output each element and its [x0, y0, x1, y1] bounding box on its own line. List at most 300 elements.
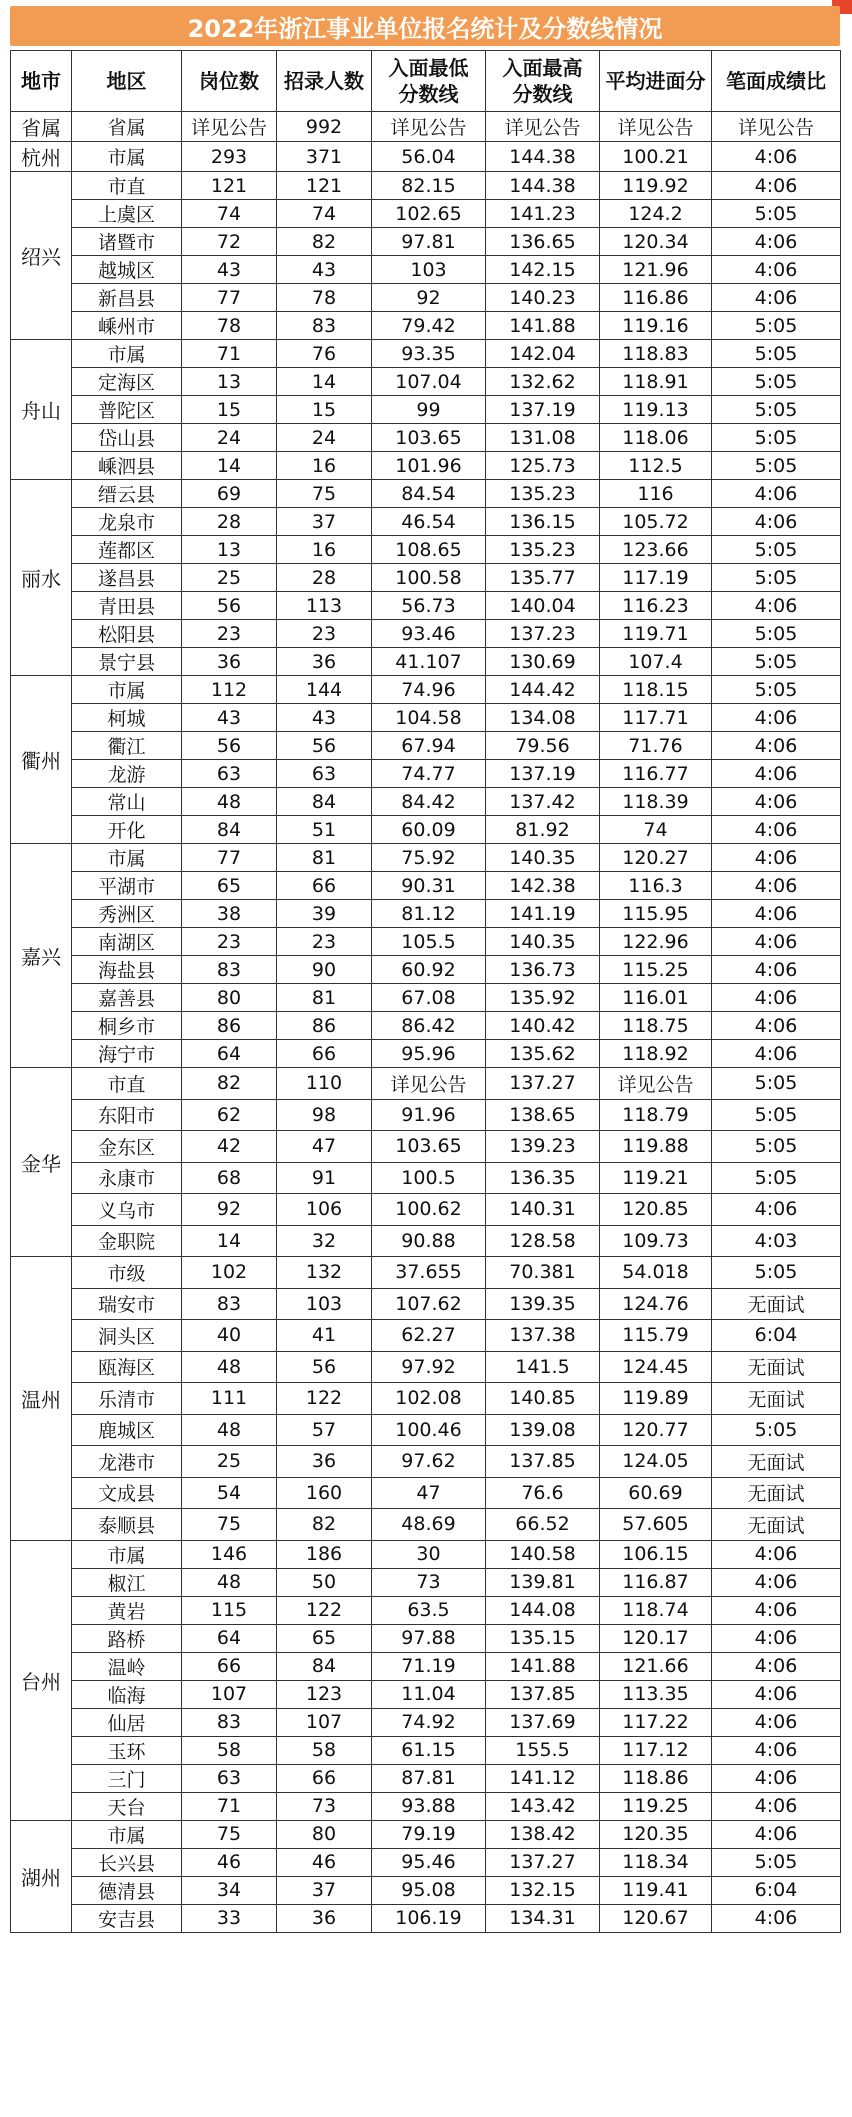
avg-cell: 54.018	[600, 1257, 712, 1289]
table-row	[11, 1414, 841, 1446]
district-cell: 临海	[72, 1680, 182, 1708]
ratio-cell: 4:06	[712, 1040, 841, 1068]
positions-cell: 80	[182, 984, 277, 1012]
hires-cell: 23	[277, 620, 372, 648]
positions-cell: 13	[182, 536, 277, 564]
avg-cell: 124.45	[600, 1351, 712, 1383]
avg-cell: 116.3	[600, 872, 712, 900]
positions-cell: 83	[182, 956, 277, 984]
district-cell: 海盐县	[72, 956, 182, 984]
hires-cell: 103	[277, 1288, 372, 1320]
ratio-cell: 4:06	[712, 1820, 841, 1848]
min-cell: 67.94	[372, 732, 486, 760]
positions-cell: 75	[182, 1509, 277, 1541]
header-min-score: 入面最低分数线	[372, 51, 486, 112]
hires-cell: 43	[277, 704, 372, 732]
hires-cell: 74	[277, 200, 372, 228]
max-cell: 81.92	[486, 816, 600, 844]
max-cell: 144.38	[486, 172, 600, 200]
district-cell: 普陀区	[72, 396, 182, 424]
district-cell: 长兴县	[72, 1848, 182, 1876]
ratio-cell: 5:05	[712, 1848, 841, 1876]
positions-cell: 75	[182, 1820, 277, 1848]
max-cell: 136.65	[486, 228, 600, 256]
table-title: 2022年浙江事业单位报名统计及分数线情况	[10, 6, 840, 46]
table-row	[11, 1568, 841, 1596]
avg-cell: 120.85	[600, 1194, 712, 1226]
avg-cell: 118.86	[600, 1764, 712, 1792]
district-cell: 天台	[72, 1792, 182, 1820]
hires-cell: 58	[277, 1736, 372, 1764]
min-cell: 97.92	[372, 1351, 486, 1383]
table-row	[11, 1383, 841, 1415]
min-cell: 37.655	[372, 1257, 486, 1289]
district-cell: 文成县	[72, 1477, 182, 1509]
positions-cell: 14	[182, 1225, 277, 1257]
table-row	[11, 1351, 841, 1383]
min-cell: 95.96	[372, 1040, 486, 1068]
hires-cell: 78	[277, 284, 372, 312]
positions-cell: 121	[182, 172, 277, 200]
hires-cell: 113	[277, 592, 372, 620]
table-row	[11, 900, 841, 928]
avg-cell: 71.76	[600, 732, 712, 760]
hires-cell: 83	[277, 312, 372, 340]
ratio-cell: 5:05	[712, 564, 841, 592]
max-cell: 139.08	[486, 1414, 600, 1446]
ratio-cell: 5:05	[712, 1068, 841, 1100]
positions-cell: 38	[182, 900, 277, 928]
header-city: 地市	[11, 51, 72, 112]
district-cell: 瑞安市	[72, 1288, 182, 1320]
hires-cell: 15	[277, 396, 372, 424]
min-cell: 92	[372, 284, 486, 312]
city-cell: 丽水	[11, 480, 72, 676]
hires-cell: 66	[277, 1040, 372, 1068]
table-row	[11, 508, 841, 536]
district-cell: 衢江	[72, 732, 182, 760]
hires-cell: 36	[277, 648, 372, 676]
table-row	[11, 480, 841, 508]
avg-cell: 107.4	[600, 648, 712, 676]
max-cell: 70.381	[486, 1257, 600, 1289]
ratio-cell: 无面试	[712, 1383, 841, 1415]
ratio-cell: 5:05	[712, 620, 841, 648]
min-cell: 97.62	[372, 1446, 486, 1478]
min-cell: 详见公告	[372, 112, 486, 142]
table-row	[11, 1477, 841, 1509]
table-row	[11, 1012, 841, 1040]
city-cell: 金华	[11, 1068, 72, 1257]
avg-cell: 118.92	[600, 1040, 712, 1068]
min-cell: 93.46	[372, 620, 486, 648]
max-cell: 142.38	[486, 872, 600, 900]
hires-cell: 160	[277, 1477, 372, 1509]
ratio-cell: 4:06	[712, 592, 841, 620]
table-row	[11, 1904, 841, 1932]
min-cell: 102.65	[372, 200, 486, 228]
hires-cell: 24	[277, 424, 372, 452]
min-cell: 103.65	[372, 424, 486, 452]
ratio-cell: 4:06	[712, 1652, 841, 1680]
district-cell: 秀洲区	[72, 900, 182, 928]
district-cell: 诸暨市	[72, 228, 182, 256]
avg-cell: 122.96	[600, 928, 712, 956]
min-cell: 91.96	[372, 1099, 486, 1131]
max-cell: 134.31	[486, 1904, 600, 1932]
avg-cell: 118.91	[600, 368, 712, 396]
avg-cell: 120.17	[600, 1624, 712, 1652]
table-row	[11, 1624, 841, 1652]
ratio-cell: 4:06	[712, 732, 841, 760]
hires-cell: 122	[277, 1383, 372, 1415]
header-avg-score: 平均进面分	[600, 51, 712, 112]
table-row	[11, 1194, 841, 1226]
ratio-cell: 5:05	[712, 1414, 841, 1446]
district-cell: 嘉善县	[72, 984, 182, 1012]
ratio-cell: 4:06	[712, 256, 841, 284]
max-cell: 135.77	[486, 564, 600, 592]
district-cell: 安吉县	[72, 1904, 182, 1932]
avg-cell: 119.25	[600, 1792, 712, 1820]
table-row	[11, 872, 841, 900]
positions-cell: 34	[182, 1876, 277, 1904]
ratio-cell: 5:05	[712, 1131, 841, 1163]
max-cell: 140.42	[486, 1012, 600, 1040]
ratio-cell: 5:05	[712, 368, 841, 396]
ratio-cell: 5:05	[712, 424, 841, 452]
min-cell: 81.12	[372, 900, 486, 928]
positions-cell: 71	[182, 1792, 277, 1820]
district-cell: 椒江	[72, 1568, 182, 1596]
avg-cell: 124.05	[600, 1446, 712, 1478]
city-cell: 嘉兴	[11, 844, 72, 1068]
min-cell: 90.88	[372, 1225, 486, 1257]
positions-cell: 48	[182, 1414, 277, 1446]
table-row	[11, 760, 841, 788]
table-row	[11, 844, 841, 872]
city-cell: 温州	[11, 1257, 72, 1541]
district-cell: 柯城	[72, 704, 182, 732]
ratio-cell: 无面试	[712, 1351, 841, 1383]
ratio-cell: 4:06	[712, 956, 841, 984]
max-cell: 135.92	[486, 984, 600, 1012]
ratio-cell: 4:06	[712, 228, 841, 256]
table-row	[11, 396, 841, 424]
avg-cell: 119.89	[600, 1383, 712, 1415]
max-cell: 141.12	[486, 1764, 600, 1792]
max-cell: 143.42	[486, 1792, 600, 1820]
min-cell: 60.92	[372, 956, 486, 984]
avg-cell: 120.67	[600, 1904, 712, 1932]
positions-cell: 71	[182, 340, 277, 368]
district-cell: 乐清市	[72, 1383, 182, 1415]
ratio-cell: 4:06	[712, 704, 841, 732]
district-cell: 越城区	[72, 256, 182, 284]
ratio-cell: 5:05	[712, 312, 841, 340]
min-cell: 107.62	[372, 1288, 486, 1320]
district-cell: 定海区	[72, 368, 182, 396]
positions-cell: 64	[182, 1040, 277, 1068]
avg-cell: 120.34	[600, 228, 712, 256]
min-cell: 100.46	[372, 1414, 486, 1446]
max-cell: 131.08	[486, 424, 600, 452]
min-cell: 99	[372, 396, 486, 424]
positions-cell: 25	[182, 1446, 277, 1478]
table-body	[11, 112, 841, 1933]
ratio-cell: 4:06	[712, 844, 841, 872]
min-cell: 30	[372, 1540, 486, 1568]
avg-cell: 117.12	[600, 1736, 712, 1764]
avg-cell: 116.86	[600, 284, 712, 312]
avg-cell: 106.15	[600, 1540, 712, 1568]
table-row	[11, 228, 841, 256]
table-row	[11, 1708, 841, 1736]
ratio-cell: 无面试	[712, 1509, 841, 1541]
max-cell: 141.19	[486, 900, 600, 928]
table-row	[11, 816, 841, 844]
max-cell: 140.04	[486, 592, 600, 620]
max-cell: 137.69	[486, 1708, 600, 1736]
district-cell: 嵊泗县	[72, 452, 182, 480]
ratio-cell: 5:05	[712, 1099, 841, 1131]
table-row	[11, 340, 841, 368]
table-row	[11, 564, 841, 592]
district-cell: 龙泉市	[72, 508, 182, 536]
hires-cell: 46	[277, 1848, 372, 1876]
hires-cell: 82	[277, 228, 372, 256]
ratio-cell: 4:06	[712, 984, 841, 1012]
ratio-cell: 4:06	[712, 1736, 841, 1764]
positions-cell: 46	[182, 1848, 277, 1876]
hires-cell: 73	[277, 1792, 372, 1820]
avg-cell: 119.88	[600, 1131, 712, 1163]
district-cell: 市直	[72, 172, 182, 200]
max-cell: 132.15	[486, 1876, 600, 1904]
ratio-cell: 4:06	[712, 1708, 841, 1736]
hires-cell: 23	[277, 928, 372, 956]
hires-cell: 84	[277, 788, 372, 816]
positions-cell: 48	[182, 1568, 277, 1596]
table-row	[11, 312, 841, 340]
avg-cell: 118.74	[600, 1596, 712, 1624]
district-cell: 玉环	[72, 1736, 182, 1764]
district-cell: 市属	[72, 676, 182, 704]
positions-cell: 112	[182, 676, 277, 704]
city-cell: 杭州	[11, 142, 72, 172]
avg-cell: 121.66	[600, 1652, 712, 1680]
positions-cell: 66	[182, 1652, 277, 1680]
positions-cell: 72	[182, 228, 277, 256]
min-cell: 79.42	[372, 312, 486, 340]
hires-cell: 56	[277, 1351, 372, 1383]
table-row	[11, 1068, 841, 1100]
table-row	[11, 1736, 841, 1764]
ratio-cell: 4:06	[712, 1680, 841, 1708]
positions-cell: 84	[182, 816, 277, 844]
max-cell: 79.56	[486, 732, 600, 760]
header-row	[11, 51, 841, 112]
table-row	[11, 788, 841, 816]
positions-cell: 58	[182, 1736, 277, 1764]
positions-cell: 48	[182, 1351, 277, 1383]
positions-cell: 25	[182, 564, 277, 592]
hires-cell: 106	[277, 1194, 372, 1226]
min-cell: 95.08	[372, 1876, 486, 1904]
table-row	[11, 732, 841, 760]
ratio-cell: 4:06	[712, 928, 841, 956]
hires-cell: 16	[277, 536, 372, 564]
positions-cell: 详见公告	[182, 112, 277, 142]
avg-cell: 117.19	[600, 564, 712, 592]
positions-cell: 48	[182, 788, 277, 816]
hires-cell: 50	[277, 1568, 372, 1596]
ratio-cell: 详见公告	[712, 112, 841, 142]
max-cell: 140.58	[486, 1540, 600, 1568]
district-cell: 市属	[72, 1540, 182, 1568]
max-cell: 136.35	[486, 1162, 600, 1194]
table-row	[11, 1509, 841, 1541]
avg-cell: 105.72	[600, 508, 712, 536]
avg-cell: 121.96	[600, 256, 712, 284]
district-cell: 市属	[72, 142, 182, 172]
header-district: 地区	[72, 51, 182, 112]
ratio-cell: 4:06	[712, 816, 841, 844]
hires-cell: 992	[277, 112, 372, 142]
avg-cell: 119.92	[600, 172, 712, 200]
city-cell: 湖州	[11, 1820, 72, 1932]
district-cell: 上虞区	[72, 200, 182, 228]
table-row	[11, 1257, 841, 1289]
min-cell: 86.42	[372, 1012, 486, 1040]
avg-cell: 124.76	[600, 1288, 712, 1320]
hires-cell: 36	[277, 1446, 372, 1478]
district-cell: 温岭	[72, 1652, 182, 1680]
min-cell: 108.65	[372, 536, 486, 564]
max-cell: 140.23	[486, 284, 600, 312]
hires-cell: 122	[277, 1596, 372, 1624]
min-cell: 105.5	[372, 928, 486, 956]
district-cell: 市属	[72, 340, 182, 368]
max-cell: 132.62	[486, 368, 600, 396]
max-cell: 139.81	[486, 1568, 600, 1596]
hires-cell: 66	[277, 1764, 372, 1792]
ratio-cell: 4:06	[712, 1012, 841, 1040]
min-cell: 63.5	[372, 1596, 486, 1624]
min-cell: 107.04	[372, 368, 486, 396]
ratio-cell: 4:06	[712, 1764, 841, 1792]
ratio-cell: 6:04	[712, 1876, 841, 1904]
avg-cell: 详见公告	[600, 1068, 712, 1100]
table-row	[11, 1131, 841, 1163]
table-row	[11, 284, 841, 312]
ratio-cell: 5:05	[712, 340, 841, 368]
avg-cell: 57.605	[600, 1509, 712, 1541]
hires-cell: 65	[277, 1624, 372, 1652]
min-cell: 67.08	[372, 984, 486, 1012]
min-cell: 101.96	[372, 452, 486, 480]
table-row	[11, 1288, 841, 1320]
hires-cell: 63	[277, 760, 372, 788]
positions-cell: 69	[182, 480, 277, 508]
hires-cell: 121	[277, 172, 372, 200]
avg-cell: 116.77	[600, 760, 712, 788]
positions-cell: 23	[182, 620, 277, 648]
hires-cell: 107	[277, 1708, 372, 1736]
avg-cell: 115.95	[600, 900, 712, 928]
max-cell: 142.04	[486, 340, 600, 368]
min-cell: 97.88	[372, 1624, 486, 1652]
min-cell: 87.81	[372, 1764, 486, 1792]
positions-cell: 146	[182, 1540, 277, 1568]
ratio-cell: 4:06	[712, 1596, 841, 1624]
positions-cell: 64	[182, 1624, 277, 1652]
positions-cell: 293	[182, 142, 277, 172]
table-row	[11, 1820, 841, 1848]
table-row	[11, 200, 841, 228]
district-cell: 泰顺县	[72, 1509, 182, 1541]
max-cell: 137.27	[486, 1848, 600, 1876]
min-cell: 84.54	[372, 480, 486, 508]
positions-cell: 28	[182, 508, 277, 536]
avg-cell: 119.71	[600, 620, 712, 648]
district-cell: 金东区	[72, 1131, 182, 1163]
hires-cell: 82	[277, 1509, 372, 1541]
district-cell: 嵊州市	[72, 312, 182, 340]
district-cell: 平湖市	[72, 872, 182, 900]
min-cell: 100.5	[372, 1162, 486, 1194]
min-cell: 106.19	[372, 1904, 486, 1932]
hires-cell: 144	[277, 676, 372, 704]
ratio-cell: 4:06	[712, 1568, 841, 1596]
district-cell: 省属	[72, 112, 182, 142]
table-row	[11, 1446, 841, 1478]
positions-cell: 13	[182, 368, 277, 396]
district-cell: 龙游	[72, 760, 182, 788]
positions-cell: 77	[182, 844, 277, 872]
hires-cell: 186	[277, 1540, 372, 1568]
max-cell: 137.85	[486, 1446, 600, 1478]
avg-cell: 115.79	[600, 1320, 712, 1352]
min-cell: 71.19	[372, 1652, 486, 1680]
hires-cell: 91	[277, 1162, 372, 1194]
positions-cell: 102	[182, 1257, 277, 1289]
table-row	[11, 648, 841, 676]
avg-cell: 60.69	[600, 1477, 712, 1509]
min-cell: 84.42	[372, 788, 486, 816]
positions-cell: 24	[182, 424, 277, 452]
max-cell: 135.23	[486, 536, 600, 564]
max-cell: 134.08	[486, 704, 600, 732]
min-cell: 62.27	[372, 1320, 486, 1352]
hires-cell: 81	[277, 984, 372, 1012]
positions-cell: 63	[182, 760, 277, 788]
hires-cell: 16	[277, 452, 372, 480]
max-cell: 130.69	[486, 648, 600, 676]
ratio-cell: 4:06	[712, 760, 841, 788]
district-cell: 市属	[72, 844, 182, 872]
min-cell: 100.62	[372, 1194, 486, 1226]
min-cell: 93.35	[372, 340, 486, 368]
avg-cell: 118.15	[600, 676, 712, 704]
avg-cell: 120.27	[600, 844, 712, 872]
min-cell: 93.88	[372, 1792, 486, 1820]
avg-cell: 116.87	[600, 1568, 712, 1596]
district-cell: 景宁县	[72, 648, 182, 676]
ratio-cell: 4:03	[712, 1225, 841, 1257]
min-cell: 102.08	[372, 1383, 486, 1415]
ratio-cell: 4:06	[712, 872, 841, 900]
